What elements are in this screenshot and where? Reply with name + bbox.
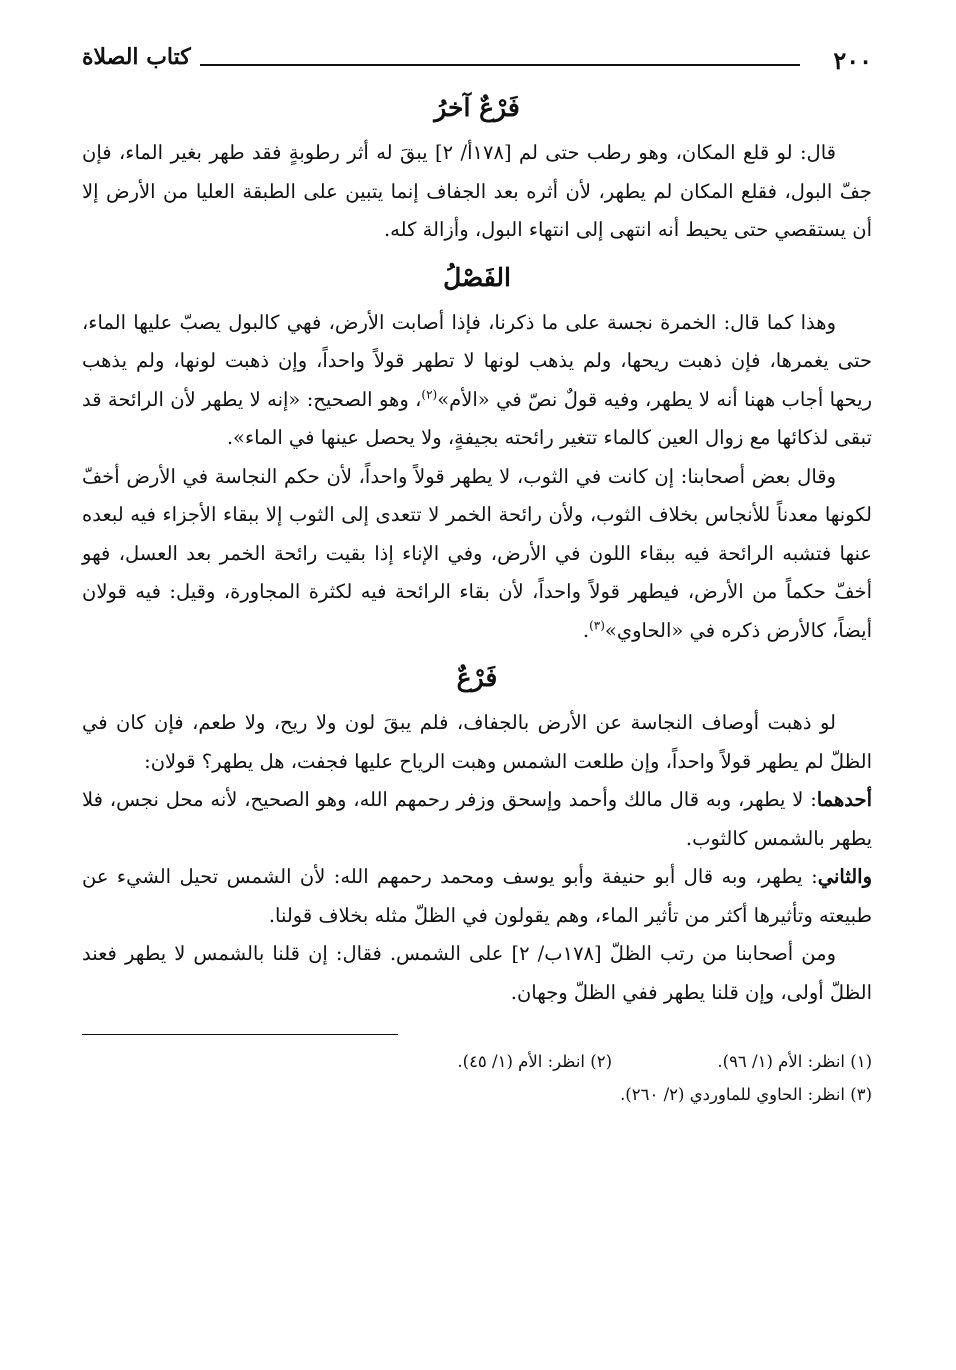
page-header [82, 40, 872, 80]
paragraph-text: وقال بعض أصحابنا: إن كانت في الثوب، لا يطهر قولاً واحداً، لأن حكم النجاسة في الأرض أخفّ لكونها معدناً للأنجاس بخلاف الثوب، ولأن رائحة الخمر لا تتعدى إلى الثوب إلا ببقاء الأجزاء فيه لبعده عنها فتشبه الرائحة فيه ببقاء اللون في الأرض، وفي الإناء إذا بقيت رائحة الخمر بعد العسل، فهو أخفّ حكماً من الأرض، فيطهر قولاً واحداً، لأن بقاء الرائحة فيه لكثرة المجاورة، وقيل: فيه قولان أيضاً، كالأرض ذكره في «الحاوي» [82, 464, 872, 642]
paragraph-text: : لا يطهر، وبه قال مالك وأحمد وإسحق وزفر رحمهم الله، وهو الصحيح، لأنه محل نجس، فلا يطهر بالشمس كالثوب. [82, 788, 872, 850]
header-rule [200, 64, 800, 66]
paragraph [82, 304, 872, 458]
footnote-2: (٢) انظر: الأم (١/ ٤٥). [457, 1052, 612, 1071]
paragraph-text: ، وهو الصحيح: «إنه لا يطهر لأن الرائحة قد تبقى لذكائها مع زوال العين كالماء تتغير رائحته بجيفةٍ، ولا يحصل عينها في الماء». [82, 387, 872, 449]
section-heading: فَرْعٌ آخرُ [434, 93, 520, 122]
paragraph [82, 858, 872, 935]
paragraph [82, 781, 872, 858]
footnotes [82, 1045, 872, 1111]
footnote-rule [82, 1034, 398, 1035]
running-title: كتاب الصلاة [82, 44, 191, 70]
paragraph: لو ذهبت أوصاف النجاسة عن الأرض بالجفاف، فلم يبقَ لون ولا ريح، ولا طعم، فإن كان في الظلّ لم يطهر قولاً واحداً، وإن طلعت الشمس وهبت الرياح عليها فجفت، هل يطهر؟ قولان: [82, 711, 872, 773]
section-heading: الفَصْلُ [443, 262, 511, 292]
paragraph-text: . [582, 618, 590, 642]
paragraph-text: وهذا كما قال: الخمرة نجسة على ما ذكرنا، فإذا أصابت الأرض، فهي كالبول يصبّ عليها الماء، حتى يغمرها، فإن ذهبت ريحها، ولم يذهب لونها لا تطهر قولاً واحداً، وإن ذهبت لونها، ولم يذهب ريحها أجاب ههنا أنه لا يطهر، وفيه قولٌ نصّ في «الأم» [82, 310, 872, 411]
footnote-3: (٣) انظر: الحاوي للماوردي (٢/ ٢٦٠). [620, 1085, 872, 1104]
footnote-ref: (٣) [589, 618, 605, 632]
section-heading: فَرْعٌ [456, 663, 498, 692]
opinion-label: أحدهما [816, 788, 872, 811]
footnote-row [82, 1078, 872, 1111]
paragraph-text: : يطهر، وبه قال أبو حنيفة وأبو يوسف ومحمد رحمهم الله: لأن الشمس تحيل الشيء عن طبيعته وتأثيرها أكثر من تأثير الماء، وهم يقولون في الظلّ مثله بخلاف قولنا. [82, 865, 872, 927]
footnote-row [82, 1045, 872, 1078]
paragraph: ومن أصحابنا من رتب الظلّ [١٧٨ب/ ٢] على الشمس. فقال: إن قلنا بالشمس لا يطهر فعند الظلّ أولى، وإن قلنا يطهر ففي الظلّ وجهان. [82, 942, 872, 1004]
footnote-1: (١) انظر: الأم (١/ ٩٦). [717, 1052, 872, 1071]
book-page [82, 40, 872, 1340]
paragraph: قال: لو قلع المكان، وهو رطب حتى لم [١٧٨أ/ ٢] يبقَ له أثر رطوبةٍ فقد طهر بغير الماء، فإن جفّ البول، فقلع المكان لم يطهر، لأن أثره بعد الجفاف إنما يتبين على الطبقة العليا من الأرض إلا أن يستقصي حتى يحيط أنه انتهى إلى انتهاء البول، وأزالة كله. [82, 141, 872, 241]
opinion-label: والثاني [817, 865, 872, 888]
page-number: ٢٠٠ [833, 46, 872, 75]
paragraph [82, 458, 872, 651]
footnote-ref: (٢) [421, 387, 438, 401]
